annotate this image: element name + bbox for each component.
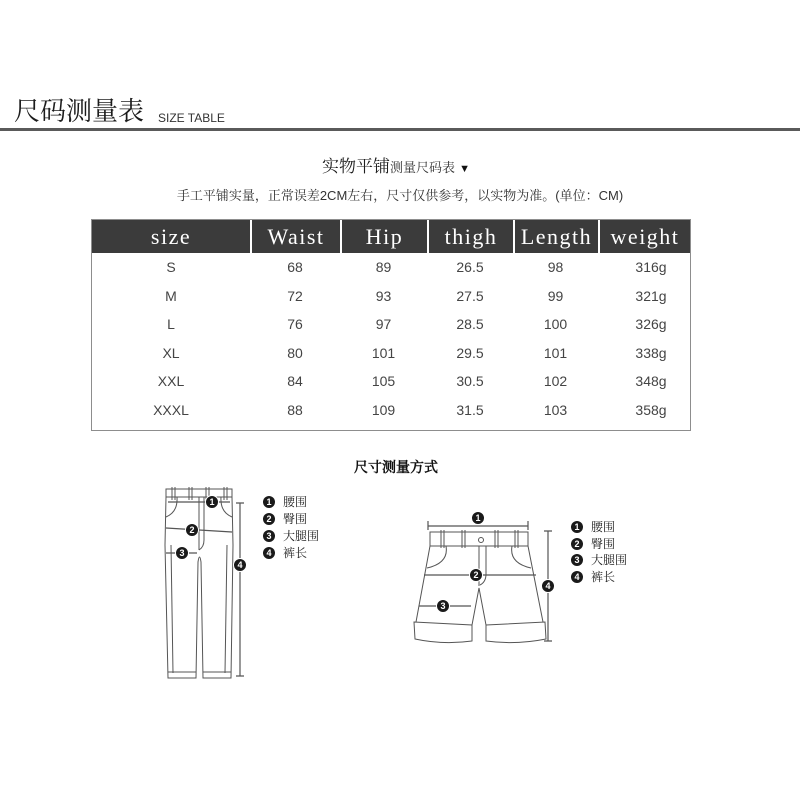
- size-table: [91, 219, 691, 431]
- marker-number: 3: [179, 548, 185, 559]
- title-divider: [0, 128, 800, 131]
- legend-item-hip: [263, 511, 319, 528]
- table-header-row: [92, 220, 690, 253]
- column-header-hip: Hip: [340, 220, 427, 253]
- legend-number: 2: [571, 538, 583, 550]
- down-arrow-icon: ▼: [459, 163, 470, 175]
- jeans-marker-hip: [186, 524, 199, 537]
- marker-number: 2: [473, 570, 479, 581]
- shorts-legend: [571, 519, 627, 586]
- cell-size: XXXL: [153, 401, 189, 418]
- shorts-marker-hip: [470, 569, 483, 582]
- column-header-thigh: thigh: [427, 220, 513, 253]
- cell-thigh: 26.5: [456, 259, 484, 275]
- legend-number: 2: [263, 513, 275, 525]
- cell-weight: 358g: [635, 401, 667, 418]
- column-header-weight: weight: [598, 220, 690, 253]
- shorts-drawing: [414, 530, 546, 643]
- table-row: [92, 282, 690, 311]
- cell-length: 98: [547, 259, 564, 275]
- table-heading: [0, 157, 792, 179]
- cell-thigh: 29.5: [456, 344, 484, 361]
- table-body: [92, 253, 690, 424]
- jeans-legend: [263, 494, 319, 561]
- cell-waist: 80: [287, 344, 303, 361]
- marker-number: 4: [237, 560, 243, 571]
- legend-label: 大腿围: [591, 553, 628, 568]
- shorts-marker-length: [542, 580, 555, 593]
- table-row: [92, 339, 690, 368]
- cell-weight: 338g: [635, 344, 667, 361]
- cell-thigh: 30.5: [456, 373, 484, 389]
- legend-label: 臀围: [283, 512, 308, 527]
- shorts-marker-thigh: [437, 600, 450, 613]
- column-header-length: Length: [513, 220, 598, 253]
- legend-item-hip: [571, 535, 627, 552]
- measurement-method-title: 尺寸测量方式: [354, 459, 438, 475]
- legend-number: 3: [263, 530, 275, 542]
- jeans-fly: [199, 497, 204, 550]
- legend-label: 大腿围: [283, 528, 320, 543]
- marker-number: 2: [189, 525, 195, 536]
- legend-label: 腰围: [591, 519, 616, 534]
- legend-number: 3: [571, 554, 583, 566]
- cell-weight: 348g: [635, 373, 667, 389]
- legend-label: 腰围: [283, 495, 308, 510]
- jeans-marker-thigh: [176, 547, 189, 560]
- legend-item-waist: [263, 494, 319, 511]
- cell-hip: 101: [371, 344, 396, 361]
- shorts-right-cuff: [486, 622, 546, 643]
- legend-item-length: [263, 544, 319, 561]
- legend-number: 4: [263, 547, 275, 559]
- cell-thigh: 31.5: [456, 401, 484, 418]
- jeans-length-line: [236, 503, 244, 676]
- cell-waist: 84: [287, 373, 303, 389]
- page-title: 尺码测量表: [14, 96, 145, 126]
- page-subtitle: SIZE TABLE: [158, 111, 225, 125]
- shorts-marker-waist: [472, 512, 485, 525]
- marker-number: 4: [545, 581, 551, 592]
- cell-thigh: 28.5: [456, 316, 484, 332]
- cell-size: M: [165, 287, 177, 304]
- table-heading-main: 实物平铺: [322, 157, 391, 176]
- cell-size: XL: [162, 344, 180, 361]
- table-row: [92, 396, 690, 425]
- cell-hip: 89: [375, 259, 392, 275]
- legend-item-length: [571, 569, 627, 586]
- cell-length: 99: [547, 287, 564, 304]
- cell-waist: 88: [287, 401, 303, 418]
- jeans-marker-waist: [206, 496, 219, 509]
- shorts-left-cuff: [414, 622, 472, 643]
- legend-label: 臀围: [591, 536, 616, 551]
- cell-length: 100: [543, 316, 568, 332]
- legend-number: 1: [571, 521, 583, 533]
- legend-item-thigh: [571, 552, 627, 569]
- shorts-belt-loops: [441, 530, 518, 548]
- cell-waist: 72: [287, 287, 303, 304]
- legend-label: 裤长: [591, 570, 616, 585]
- cell-size: S: [166, 259, 176, 275]
- table-row: [92, 253, 690, 282]
- legend-item-thigh: [263, 528, 319, 545]
- table-heading-small: 测量尺码表: [390, 160, 456, 175]
- table-row: [92, 310, 690, 339]
- cell-hip: 105: [371, 373, 396, 389]
- shorts-button: [479, 538, 484, 543]
- cell-weight: 316g: [635, 259, 667, 275]
- legend-number: 1: [263, 496, 275, 508]
- jeans-marker-length: [234, 559, 247, 572]
- cell-length: 101: [543, 344, 568, 361]
- cell-hip: 109: [371, 401, 396, 418]
- measurement-diagrams: [0, 480, 800, 700]
- table-row: [92, 367, 690, 396]
- cell-waist: 68: [287, 259, 303, 275]
- jeans-seams: [168, 545, 231, 673]
- cell-size: XXL: [157, 373, 185, 389]
- marker-number: 3: [440, 601, 446, 612]
- cell-length: 103: [543, 401, 568, 418]
- legend-number: 4: [571, 571, 583, 583]
- cell-length: 102: [543, 373, 568, 389]
- cell-weight: 326g: [635, 316, 667, 332]
- cell-size: L: [167, 316, 175, 332]
- cell-weight: 321g: [635, 287, 667, 304]
- cell-hip: 93: [375, 287, 392, 304]
- jeans-waistband: [166, 489, 232, 497]
- cell-hip: 97: [375, 316, 392, 332]
- marker-number: 1: [475, 513, 481, 524]
- measurement-note: 手工平铺实量，正常误差2CM左右，尺寸仅供参考，以实物为准。(单位：CM): [176, 188, 624, 203]
- cell-waist: 76: [287, 316, 303, 332]
- cell-thigh: 27.5: [456, 287, 484, 304]
- marker-number: 1: [209, 497, 215, 508]
- legend-item-waist: [571, 519, 627, 536]
- column-header-waist: Waist: [250, 220, 340, 253]
- column-header-size: size: [150, 224, 192, 249]
- legend-label: 裤长: [283, 545, 308, 560]
- jeans-drawing: [165, 487, 233, 678]
